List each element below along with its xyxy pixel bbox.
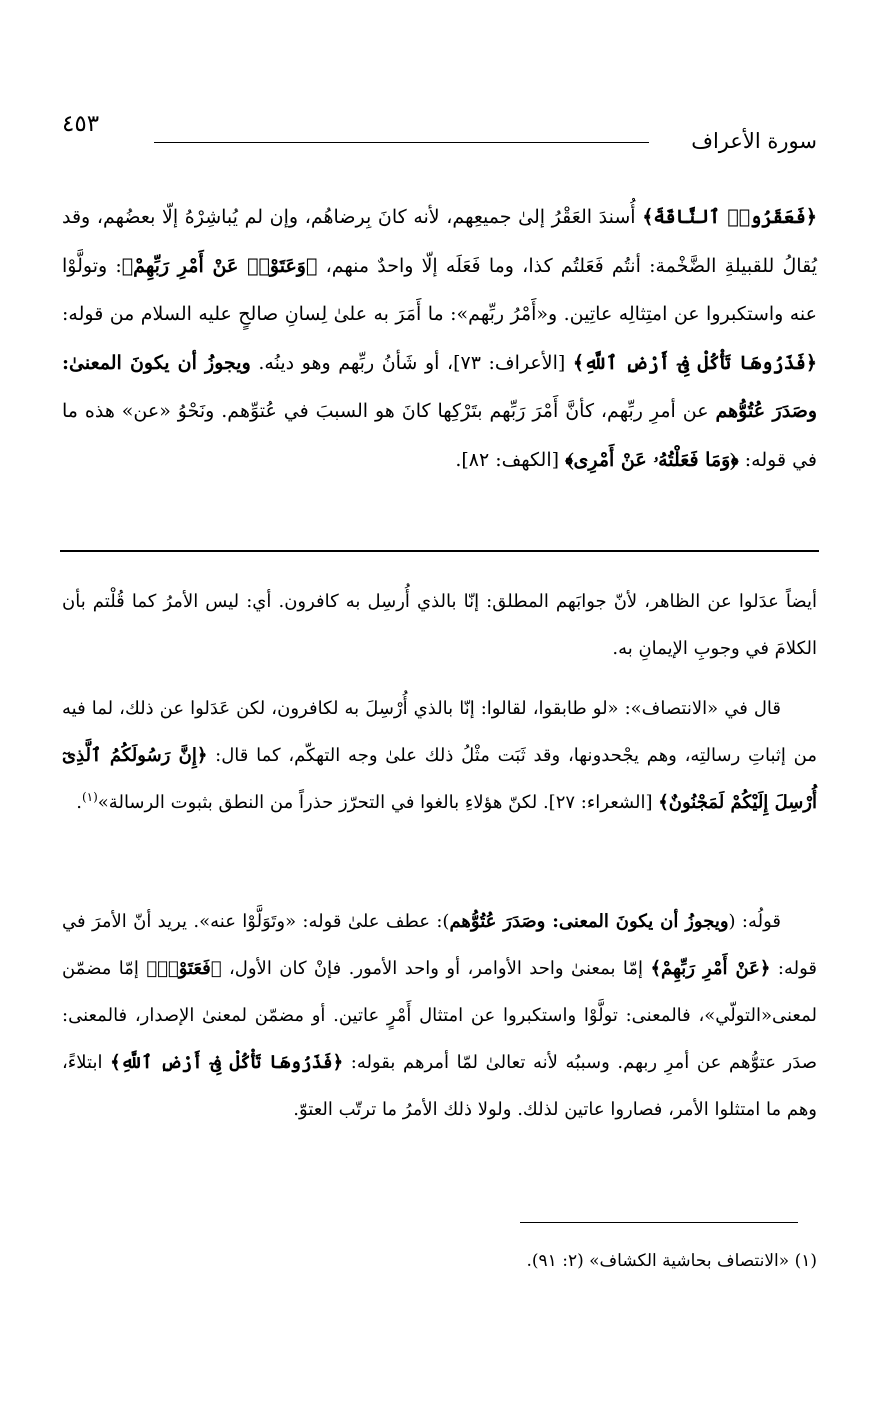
- main-paragraph: [62, 193, 817, 485]
- quran-verse: ﴿فَذَرُوهَا تَأْكُلْ فِىٓ أَرْضِ ٱللَّهِ﴾: [572, 351, 817, 374]
- surah-title: سورة الأعراف: [691, 129, 817, 153]
- text-span: قال في «الانتصاف»: «لو طابقوا، لقالوا: إنّا بالذي أُرْسِلَ به لكافرون، لكن عَدَلوا عن ذلك، لما فيه من إثباتِ رسالتِه، وهم يجْحدونها، وقد ثَبَت مثْلُ ذلك علىٰ وجه التهكّم، كما قال:: [62, 698, 817, 766]
- text-span: [الشعراء: ٢٧]. لكنّ هؤلاءِ بالغوا في التحرّز حذراً من النطق بثبوت الرسالة»: [97, 792, 659, 813]
- text-span: قولُه: (: [728, 911, 781, 932]
- text-span: عن أمرِ ربِّهم، كأنَّ أَمْرَ رَبِّهم بتَرْكِها كانَ هو السببَ في عُتوِّهم. ونَحْوُ «عن» هذه ما في قوله:: [62, 400, 817, 471]
- text-span: .: [76, 792, 82, 813]
- quran-verse: ﴿وَعَتَوْا۟ عَنْ أَمْرِ رَبِّهِمْ﴾: [121, 254, 318, 277]
- quran-verse: ﴿فَعَتَوْا۟﴾: [146, 958, 222, 979]
- text-span: أُسندَ العَقْرُ إلىٰ جميعِهم، لأنه كانَ بِرضاهُم، وإن لم يُباشِرْهُ إلّا بعضُهم، وقد يُقالُ للقبيلةِ الضَّخْمة: أنتُم فَعَلتُم كذا، وما فَعَلَه إلّا واحدٌ منهم،: [62, 206, 817, 277]
- section-divider: [60, 550, 819, 552]
- text-span: [الأعراف: ٧٣]، أو شَأنُ ربِّهم وهو دينُه.: [250, 351, 573, 374]
- commentary-paragraph-3: [62, 898, 817, 1133]
- page-number: ٤٥٣: [62, 111, 100, 137]
- commentary-text: [62, 898, 817, 1133]
- bold-phrase: ويجوزُ أن يكونَ المعنىٰ: وصَدَرَ عُتُوُّهم: [62, 351, 818, 423]
- text-span: إمّا بمعنىٰ واحد الأوامر، أو واحد الأمور. فإنْ كان الأول،: [221, 958, 651, 979]
- footnote: (١) «الانتصاف بحاشية الكشاف» (٢: ٩١).: [526, 1251, 817, 1271]
- footnote-reference[interactable]: (١): [81, 790, 98, 804]
- text-span: إمّا مضمّن لمعنى«التولّي»، فالمعنى: تولَّوْا واستكبروا عن امتثال أَمْرٍ عاتين. أو مضمّن لمعنىٰ الإصدار، فالمعنى: صدَر عتوُّهم عن أمرِ ربهم. وسببُه لأنه تعالىٰ لمّا أمرهم بقوله:: [62, 958, 817, 1073]
- page-header: [62, 110, 817, 153]
- text-span: [الكهف: ٨٢].: [455, 448, 566, 471]
- quran-verse: ﴿فَذَرُوهَا تَأْكُلْ فِىٓ أَرْضِ ٱللَّهِ﴾: [110, 1052, 344, 1073]
- text-span: : وتولَّوْا عنه واستكبروا عن امتِثالِه عاتِين. و«أَمْرُ ربِّهم»: ما أَمَرَ به علىٰ لِسانِ صالحٍ عليه السلام من قوله:: [62, 254, 817, 326]
- quran-verse: ﴿وَمَا فَعَلْتُهُۥ عَنْ أَمْرِى﴾: [565, 448, 739, 471]
- commentary-text: [62, 685, 817, 826]
- commentary-paragraph-1: [62, 578, 817, 672]
- text-span: ابتلاءً، وهم ما امتثلوا الأمر، فصاروا عاتين لذلك. ولولا ذلك الأمرُ ما ترتّب العتوّ.: [62, 1052, 817, 1120]
- header-rule: [154, 142, 649, 143]
- quran-verse: ﴿إِنَّ رَسُولَكُمُ ٱلَّذِىٓ أُرْسِلَ إِلَيْكُمْ لَمَجْنُونٌ﴾: [62, 745, 817, 813]
- text-span: ): عطف علىٰ قوله: «وتَوَلَّوْا عنه». يريد أنّ الأمرَ في قوله:: [62, 911, 817, 979]
- footnote-rule: [520, 1222, 798, 1223]
- quran-verse: ﴿فَعَقَرُوا۟ ٱلنَّاقَةَ﴾: [642, 206, 817, 228]
- commentary-text: أيضاً عدَلوا عن الظاهر، لأنّ جوابَهم المطلق: إنّا بالذي أُرسِل به كافرون. أي: ليس الأمرُ كما قُلْتم بأن الكلامَ في وجوبِ الإيمانِ به.: [62, 591, 818, 659]
- main-tafsir-text: [62, 193, 817, 485]
- commentary-paragraph-2: [62, 685, 817, 826]
- quran-verse: ﴿عَنْ أَمْرِ رَبِّهِمْ﴾: [650, 958, 771, 979]
- bold-phrase: ويجوزُ أن يكونَ المعنى: وصَدَرَ عُتُوُّهم: [449, 911, 729, 932]
